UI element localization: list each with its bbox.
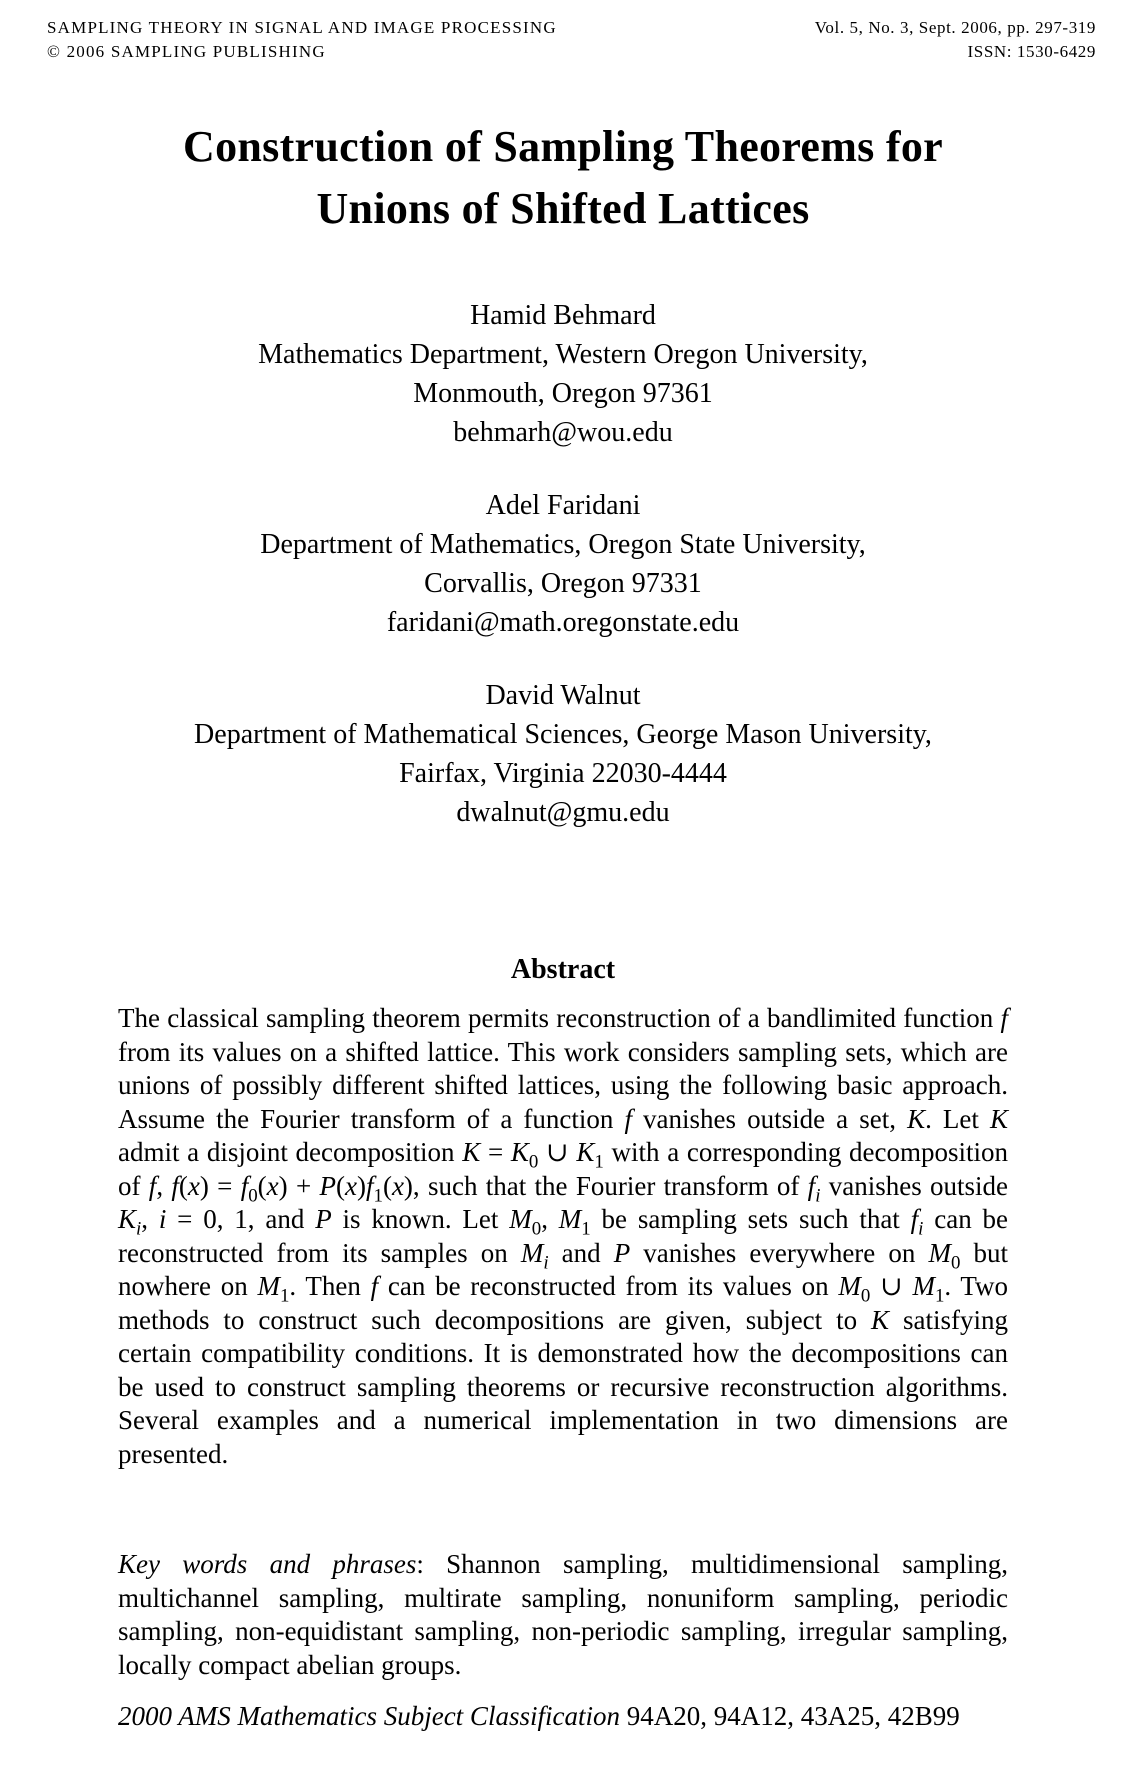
author-block-behmard — [0, 296, 1126, 452]
keywords-label: Key words and phrases — [118, 1549, 417, 1579]
abstract-text: The classical sampling theorem permits reconstruction of a bandlimited function f from its values on a shifted lattice. This work considers sampling sets, which are unions of possibly different shifted lattices, using the following basic approach. Assume the Fourier transform of a function f vanishes outside a set, K. Let K admit a disjoint decomposition $K = K_0$ ∪ $K_1$ with a corresponding decomposition of f, $f(x) = f_0(x) + P(x)f_1(x)$, such that the Fourier transform of $f_i$ vanishes outside $K_i$, i = 0, 1, and P is known. Let $M_0$, $M_1$ be sampling sets such that $f_i$ can be reconstructed from its samples on $M_i$ and P vanishes everywhere on $M_0$ but nowhere on $M_1$. Then f can be reconstructed from its values on $M_0$ ∪ $M_1$. Two methods to construct such decompositions are given, subject to K satisfying certain compatibility conditions. It is demonstrated how the decompositions can be used to construct sampling theorems or recursive reconstruction algorithms. Several examples and a numerical implementation in two dimensions are presented. — [118, 1003, 1009, 1469]
paper-title-line2: Unions of Shifted Lattices — [316, 184, 810, 233]
author-email: faridani@math.oregonstate.edu — [386, 607, 740, 638]
copyright-line: © 2006 SAMPLING PUBLISHING — [47, 42, 326, 61]
issn-line: ISSN: 1530-6429 — [967, 42, 1096, 61]
author-name: Adel Faridani — [485, 490, 641, 521]
paper-title — [0, 116, 1126, 240]
author-affiliation: Department of Mathematics, Oregon State University, — [260, 529, 866, 560]
paper-title-line1: Construction of Sampling Theorems for — [183, 122, 943, 171]
keywords-list: : Shannon sampling, multidimensional sampling, multichannel sampling, multirate sampling, nonuniform sampling, periodic sampling, non-equidistant sampling, non-periodic sampling, irregular sampling, locally compact abelian groups. — [118, 1549, 1008, 1680]
author-affiliation: Monmouth, Oregon 97361 — [413, 378, 713, 409]
author-block-faridani — [0, 486, 1126, 642]
author-name: Hamid Behmard — [470, 300, 656, 331]
keywords-paragraph — [118, 1548, 1008, 1682]
abstract-heading: Abstract — [510, 954, 616, 985]
volume-info: Vol. 5, No. 3, Sept. 2006, pp. 297-319 — [814, 18, 1096, 37]
authors-block — [0, 296, 1126, 832]
author-email: dwalnut@gmu.edu — [456, 797, 670, 828]
author-affiliation: Department of Mathematical Sciences, George Mason University, — [194, 719, 932, 750]
author-email: behmarh@wou.edu — [453, 417, 673, 448]
journal-header-left — [47, 16, 557, 64]
classification-codes: 94A20, 94A12, 43A25, 42B99 — [626, 1701, 960, 1731]
author-name: David Walnut — [485, 680, 641, 711]
author-affiliation: Corvallis, Oregon 97331 — [424, 568, 702, 599]
author-affiliation: Mathematics Department, Western Oregon University, — [258, 339, 868, 370]
classification-paragraph — [118, 1700, 1038, 1734]
author-block-walnut — [0, 676, 1126, 832]
classification-label: 2000 AMS Mathematics Subject Classification — [118, 1701, 620, 1731]
journal-header-right — [815, 16, 1096, 64]
journal-header — [47, 16, 1096, 64]
journal-name: SAMPLING THEORY IN SIGNAL AND IMAGE PROCESSING — [47, 18, 557, 37]
author-affiliation: Fairfax, Virginia 22030-4444 — [399, 758, 727, 789]
